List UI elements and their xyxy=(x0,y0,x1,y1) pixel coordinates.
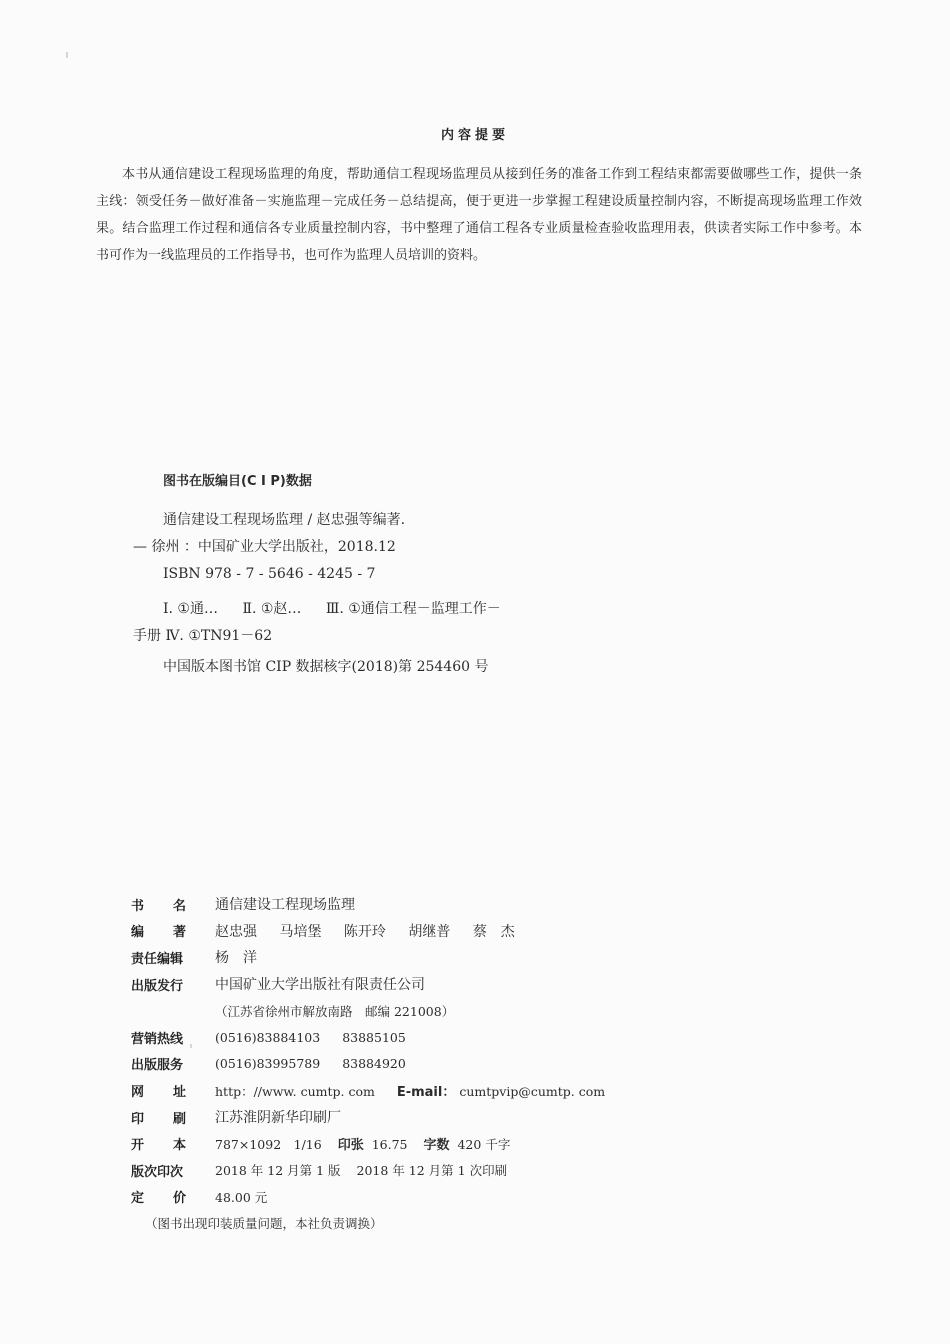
colophon-row-service xyxy=(131,1051,605,1078)
cip-record-number: 中国版本图书馆 CIP 数据核字(2018)第 254460 号 xyxy=(163,659,489,675)
sheets-label: 印张 xyxy=(337,1138,364,1154)
label-title: 书 名 xyxy=(131,898,187,914)
author: 蔡 杰 xyxy=(472,923,515,940)
label-price: 定 价 xyxy=(131,1191,187,1207)
price: 48.00 元 xyxy=(215,1189,268,1205)
label-service: 出版服务 xyxy=(131,1058,184,1074)
author: 陈开玲 xyxy=(343,923,386,940)
cip-title-line: 通信建设工程现场监理 / 赵忠强等编著. xyxy=(163,512,406,528)
label-edition: 版次印次 xyxy=(131,1164,184,1180)
edition: 2018 年 12 月第 1 版 xyxy=(215,1163,341,1179)
book-title: 通信建设工程现场监理 xyxy=(215,897,355,914)
colophon-row-edition xyxy=(131,1157,605,1184)
label-authors: 编 著 xyxy=(131,925,187,941)
label-publisher: 出版发行 xyxy=(131,978,184,994)
sales-phones xyxy=(215,1030,406,1045)
phone: (0516)83995789 xyxy=(215,1056,321,1072)
colophon-row-price xyxy=(131,1184,605,1211)
scan-speck xyxy=(66,52,68,58)
words-label: 字数 xyxy=(423,1138,450,1154)
cip-classification-line xyxy=(163,596,643,623)
service-phones xyxy=(215,1056,406,1071)
cip-heading: 图书在版编目(C I P)数据 xyxy=(163,474,312,489)
phone: 83884920 xyxy=(342,1056,406,1072)
colophon-row-address xyxy=(131,997,605,1024)
colophon-row-format xyxy=(131,1130,605,1157)
label-editor: 责任编辑 xyxy=(131,951,184,967)
edition-details xyxy=(215,1161,507,1179)
email-label: E-mail： xyxy=(396,1084,456,1100)
cip-class-1: Ⅰ. ①通… xyxy=(163,601,218,617)
quality-note: （图书出现印装质量问题，本社负责调换） xyxy=(145,1216,383,1232)
format: 787×1092 1/16 xyxy=(215,1137,322,1153)
cip-classification-cont: 手册 Ⅳ. ①TN91－62 xyxy=(133,628,273,644)
author: 赵忠强 xyxy=(215,923,257,940)
authors xyxy=(215,921,515,941)
colophon xyxy=(131,891,605,1232)
colophon-row-title xyxy=(131,891,605,918)
editor: 杨 洋 xyxy=(215,950,257,967)
website-url: http：//www. cumtp. com xyxy=(215,1083,375,1099)
author: 胡继普 xyxy=(408,923,451,940)
cip-class-2: Ⅱ. ①赵… xyxy=(242,601,302,617)
colophon-row-sales xyxy=(131,1024,605,1051)
label-printer: 印 刷 xyxy=(131,1111,187,1127)
phone: 83885105 xyxy=(342,1029,406,1045)
printing: 2018 年 12 月第 1 次印刷 xyxy=(356,1163,508,1179)
format-details xyxy=(215,1134,510,1153)
email-address: cumtpvip@cumtp. com xyxy=(459,1083,606,1099)
sheets: 16.75 xyxy=(371,1137,408,1153)
publisher-address: （江苏省徐州市解放南路 邮编 221008） xyxy=(215,1003,455,1019)
colophon-row-printer xyxy=(131,1104,605,1131)
cip-block xyxy=(133,470,643,681)
phone: (0516)83884103 xyxy=(215,1029,321,1045)
colophon-row-publisher xyxy=(131,971,605,998)
label-format: 开 本 xyxy=(131,1138,187,1154)
cip-isbn-line: ISBN 978 - 7 - 5646 - 4245 - 7 xyxy=(163,566,376,582)
summary-title: 内容提要 xyxy=(440,128,509,143)
colophon-row-authors xyxy=(131,918,605,945)
label-sales: 营销热线 xyxy=(131,1031,184,1047)
summary-body: 本书从通信建设工程现场监理的角度，帮助通信工程现场监理员从接到任务的准备工作到工程结束都需要做哪些工作，提供一条主线：领受任务－做好准备－实施监理－完成任务－总结提高，便于更进一步掌握工程建设质量控制内容，不断提高现场监理工作效果。结合监理工作过程和通信各专业质量控制内容，书中整理了通信工程各专业质量检查验收监理用表，供读者实际工作中参考。本书可作为一线监理员的工作指导书，也可作为监理人员培训的资料。 xyxy=(96,167,862,263)
cip-publisher-line: — 徐州 ：中国矿业大学出版社，2018.12 xyxy=(133,539,396,555)
colophon-row-web xyxy=(131,1077,605,1104)
colophon-row-editor xyxy=(131,944,605,971)
printer: 江苏淮阴新华印刷厂 xyxy=(215,1110,341,1127)
web-contact xyxy=(215,1081,605,1100)
author: 马培堡 xyxy=(279,923,322,940)
word-count: 420 千字 xyxy=(457,1137,511,1153)
publisher: 中国矿业大学出版社有限责任公司 xyxy=(215,977,425,994)
label-web: 网 址 xyxy=(131,1084,187,1100)
cip-class-3: Ⅲ. ①通信工程－监理工作－ xyxy=(325,601,501,617)
